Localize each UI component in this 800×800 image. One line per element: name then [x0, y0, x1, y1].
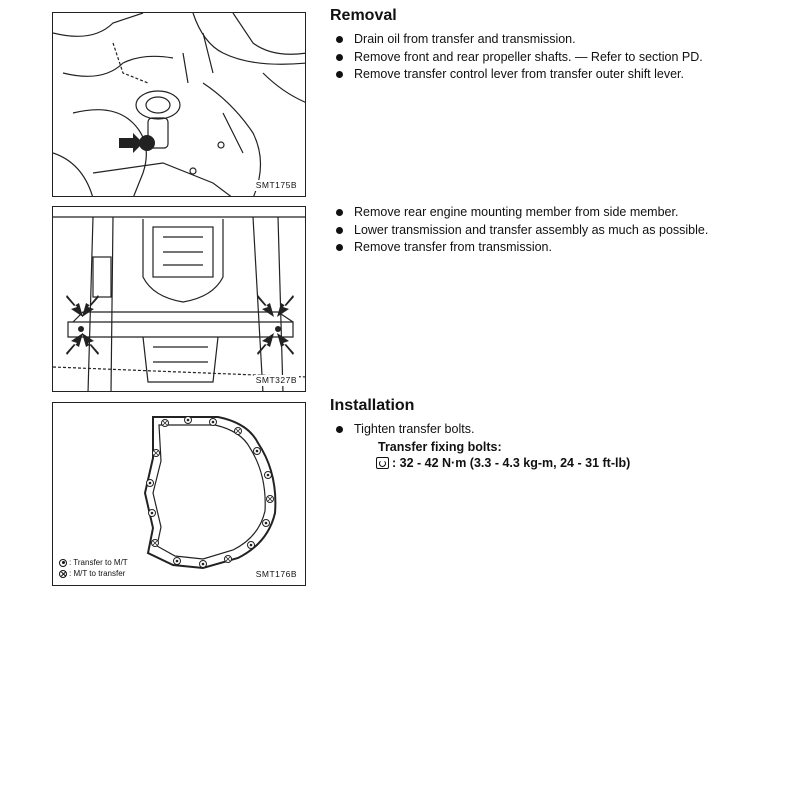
bullet-icon: [336, 54, 343, 61]
legend-text: : Transfer to M/T: [69, 558, 128, 567]
filled-circle-icon: [59, 559, 67, 567]
installation-steps-list: [330, 421, 758, 438]
list-item: [330, 421, 758, 438]
step-text: Remove rear engine mounting member from side member.: [354, 205, 679, 219]
step-text: Remove transfer control lever from transfer outer shift lever.: [354, 67, 684, 81]
figure-code: SMT175B: [255, 180, 297, 190]
step-text: Remove transfer from transmission.: [354, 240, 552, 254]
mounting-member-illustration: [53, 207, 306, 392]
removal-steps-list: [330, 204, 758, 256]
engine-photo-illustration: [53, 13, 306, 197]
bullet-icon: [336, 426, 343, 433]
list-item: [330, 222, 758, 239]
bullet-icon: [336, 71, 343, 78]
figure-transfer-control-lever: [52, 12, 306, 197]
step-text: Remove front and rear propeller shafts. — Refer to section PD.: [354, 49, 703, 64]
removal-section-continued: [330, 204, 758, 257]
section-heading-removal: Removal: [330, 7, 397, 24]
step-text: Lower transmission and transfer assembly as much as possible.: [354, 222, 709, 237]
legend-item: [59, 568, 128, 579]
list-item: [330, 239, 758, 256]
removal-section: [330, 6, 758, 84]
list-item: [330, 204, 758, 221]
step-text: Tighten transfer bolts.: [354, 422, 475, 436]
torque-wrench-icon: [376, 457, 389, 469]
figure-code: SMT327B: [255, 375, 297, 385]
figure-legend: [59, 557, 128, 579]
bullet-icon: [336, 244, 343, 251]
section-heading-installation: Installation: [330, 397, 415, 414]
step-text: Drain oil from transfer and transmission.: [354, 32, 576, 46]
torque-value: : 32 - 42 N·m (3.3 - 4.3 kg-m, 24 - 31 ft-lb): [392, 456, 631, 470]
list-item: [330, 31, 758, 48]
bullet-icon: [336, 227, 343, 234]
crossed-circle-icon: [59, 570, 67, 578]
bullet-icon: [336, 36, 343, 43]
figure-rear-mounting-member: [52, 206, 306, 392]
list-item: [330, 66, 758, 83]
list-item: [330, 49, 758, 66]
figure-bolt-pattern: [52, 402, 306, 586]
bolt-label: Transfer fixing bolts:: [378, 439, 502, 454]
torque-spec: [330, 455, 758, 472]
legend-text: : M/T to transfer: [69, 569, 126, 578]
figure-code: SMT176B: [255, 569, 297, 579]
removal-steps-list: [330, 31, 758, 83]
bullet-icon: [336, 209, 343, 216]
installation-section: [330, 396, 758, 472]
legend-item: [59, 557, 128, 568]
